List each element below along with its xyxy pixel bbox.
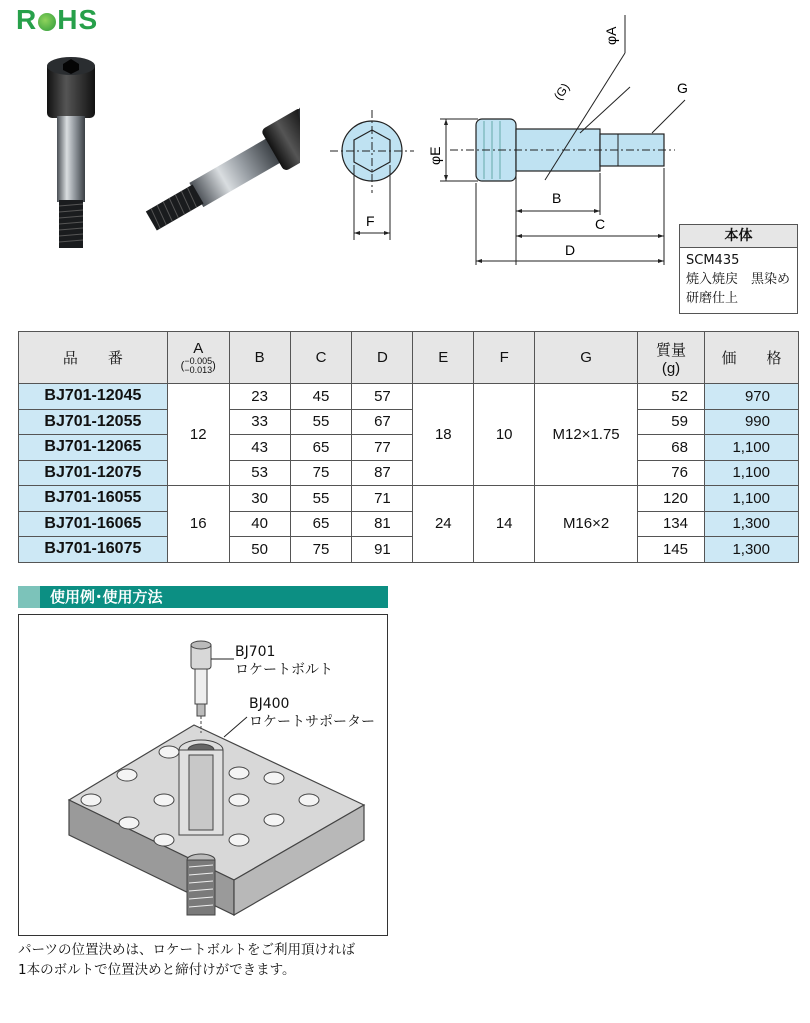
cell-mass: 59 [638, 409, 705, 435]
table-row [19, 435, 799, 461]
cell-b: 43 [229, 435, 290, 461]
cell-c: 75 [290, 460, 352, 486]
cell-mass: 134 [638, 511, 705, 537]
cell-c: 65 [290, 511, 352, 537]
col-header-e: E [413, 332, 474, 384]
cell-c: 55 [290, 486, 352, 512]
cell-price: 1,100 [704, 486, 798, 512]
spec-table [18, 331, 799, 563]
cell-c: 45 [290, 384, 352, 410]
cell-e: 18 [413, 384, 474, 486]
col-header-b: B [229, 332, 290, 384]
col-header-d: D [352, 332, 413, 384]
cell-mass: 120 [638, 486, 705, 512]
cell-e: 24 [413, 486, 474, 563]
cell-d: 71 [352, 486, 413, 512]
cell-d: 77 [352, 435, 413, 461]
cell-f: 10 [474, 384, 535, 486]
cell-d: 57 [352, 384, 413, 410]
dim-label-g-paren: (G) [550, 80, 573, 103]
col-header-mass: 質量 (g) [638, 332, 705, 384]
dim-label-f: F [366, 213, 375, 229]
table-row [19, 511, 799, 537]
cell-b: 33 [229, 409, 290, 435]
part-number: BJ701-12075 [19, 460, 168, 486]
col-header-f: F [474, 332, 535, 384]
usage-note: パーツの位置決めは、ロケートボルトをご利用頂ければ 1本のボルトで位置決めと締付けができます。 [18, 942, 355, 978]
cell-f: 14 [474, 486, 535, 563]
material-line: SCM435 [686, 253, 740, 268]
side-view [440, 15, 685, 265]
rohs-logo: R HS [16, 4, 99, 35]
table-row [19, 409, 799, 435]
cell-price: 990 [704, 409, 798, 435]
table-row [19, 384, 799, 410]
col-header-g: G [535, 332, 638, 384]
cell-d: 67 [352, 409, 413, 435]
material-header: 本体 [680, 225, 797, 248]
cell-c: 65 [290, 435, 352, 461]
part-number: BJ701-12065 [19, 435, 168, 461]
product-photo [30, 50, 300, 260]
dim-label-phi-a: φA [603, 26, 619, 45]
cell-d: 81 [352, 511, 413, 537]
cell-b: 30 [229, 486, 290, 512]
col-header-c: C [290, 332, 352, 384]
callout-bj701: BJ701 ロケートボルト [235, 644, 333, 678]
cell-price: 1,100 [704, 460, 798, 486]
cell-mass: 52 [638, 384, 705, 410]
cell-price: 1,100 [704, 435, 798, 461]
dim-label-g: G [677, 80, 688, 96]
usage-section-title: 使用例･使用方法 [18, 586, 388, 608]
col-header-part: 品 番 [19, 332, 168, 384]
material-line: 焼入焼戻 黒染め [686, 272, 791, 287]
dim-label-c: C [595, 216, 606, 232]
col-header-price: 価 格 [704, 332, 798, 384]
table-row [19, 460, 799, 486]
cell-b: 50 [229, 537, 290, 563]
cell-price: 1,300 [704, 511, 798, 537]
cell-price: 1,300 [704, 537, 798, 563]
dim-label-d: D [565, 242, 576, 258]
material-box [679, 224, 798, 314]
material-line: 研磨仕上 [686, 291, 739, 306]
part-number: BJ701-12045 [19, 384, 168, 410]
cell-c: 75 [290, 537, 352, 563]
cell-d: 91 [352, 537, 413, 563]
table-row [19, 537, 799, 563]
table-header-row [19, 332, 799, 384]
cell-b: 53 [229, 460, 290, 486]
cell-a: 16 [167, 486, 229, 563]
cell-a: 12 [167, 384, 229, 486]
table-row [19, 486, 799, 512]
cell-c: 55 [290, 409, 352, 435]
part-number: BJ701-12055 [19, 409, 168, 435]
dim-label-phi-e: φE [427, 146, 443, 165]
cell-g: M16×2 [535, 486, 638, 563]
leaf-icon [38, 13, 56, 31]
part-number: BJ701-16075 [19, 537, 168, 563]
usage-illustration-box [18, 614, 388, 936]
callout-bj400: BJ400 ロケートサポーター [249, 696, 375, 730]
dim-label-b: B [552, 190, 562, 206]
cell-b: 23 [229, 384, 290, 410]
col-header-a: A (−0.005 −0.013) [167, 332, 229, 384]
part-number: BJ701-16065 [19, 511, 168, 537]
cell-d: 87 [352, 460, 413, 486]
cell-b: 40 [229, 511, 290, 537]
cell-mass: 145 [638, 537, 705, 563]
cell-mass: 76 [638, 460, 705, 486]
cell-g: M12×1.75 [535, 384, 638, 486]
technical-drawing [320, 15, 690, 270]
part-number: BJ701-16055 [19, 486, 168, 512]
cell-price: 970 [704, 384, 798, 410]
cell-mass: 68 [638, 435, 705, 461]
